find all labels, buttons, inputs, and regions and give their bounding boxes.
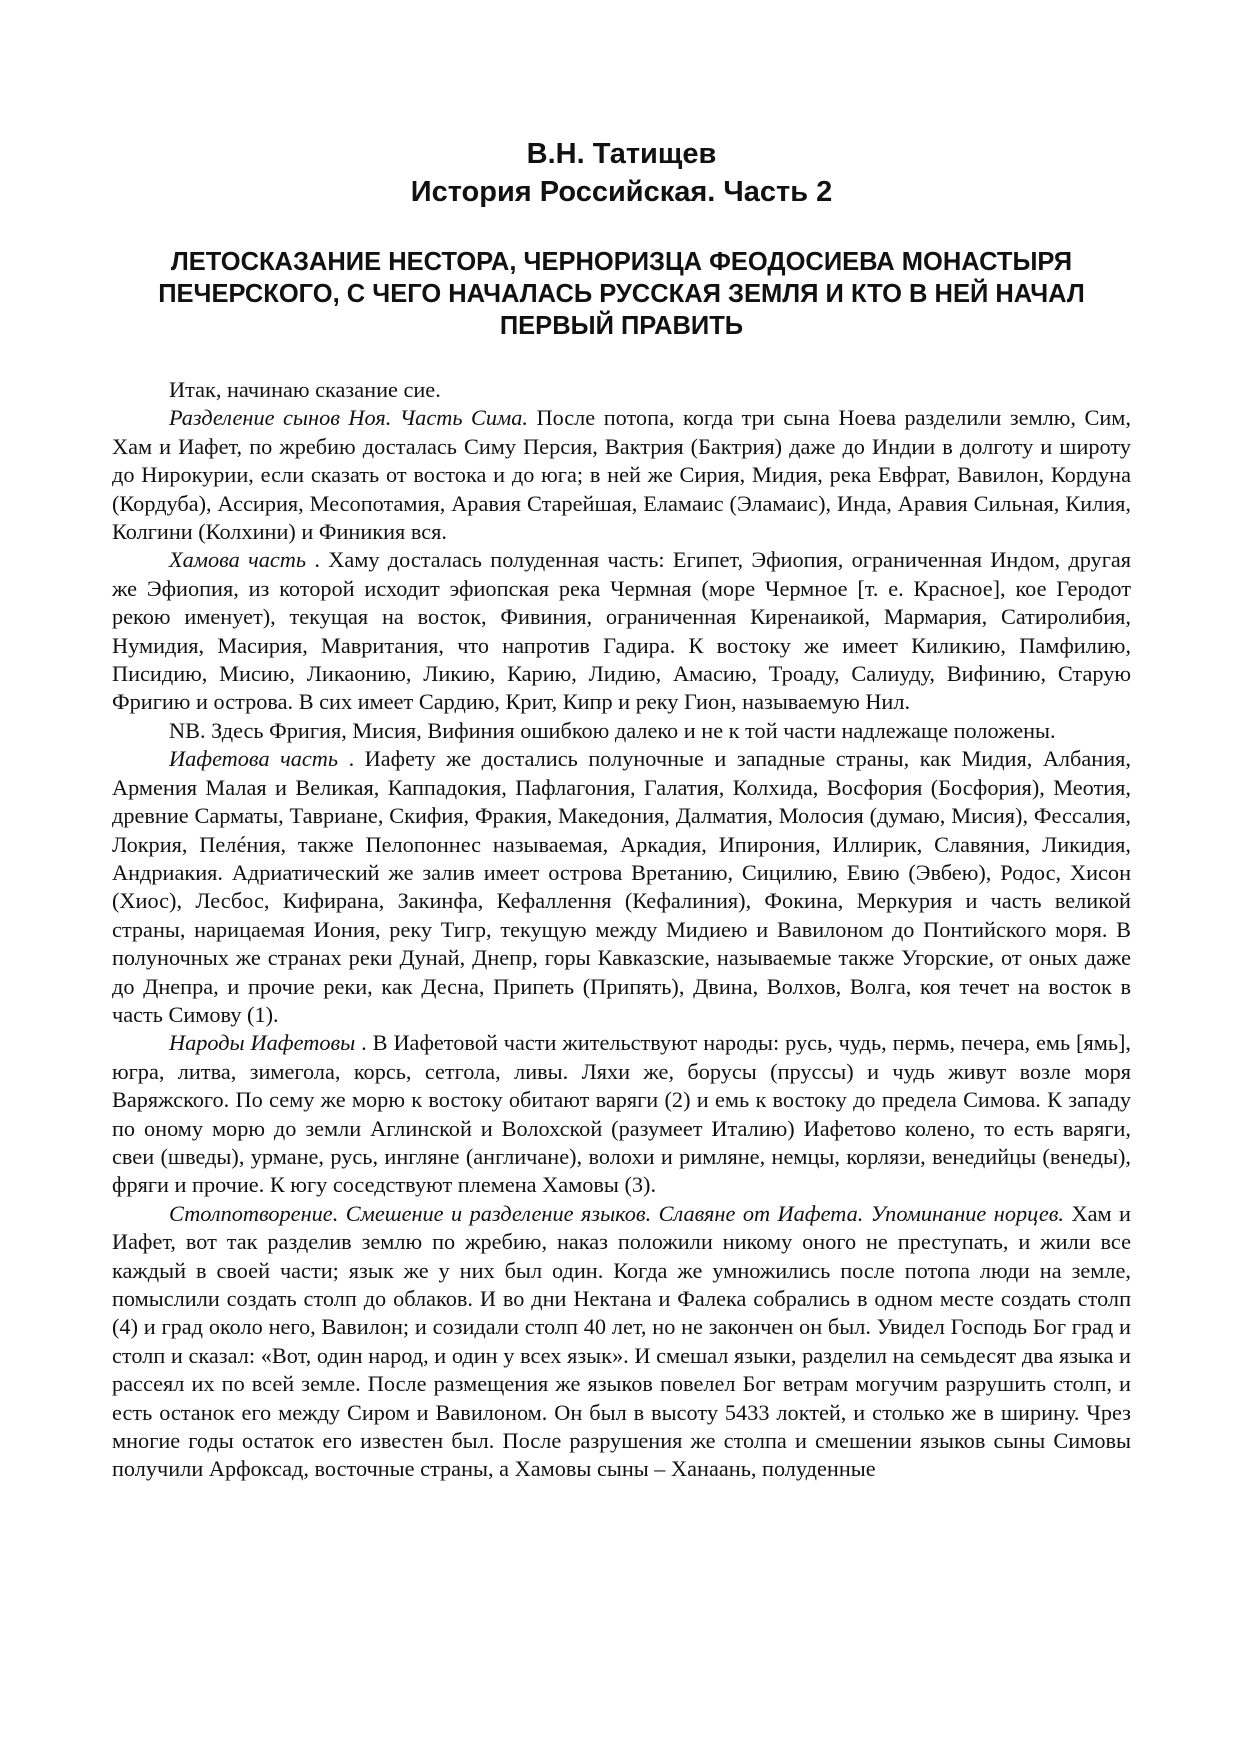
paragraph-text: . В Иафетовой части жительствуют народы: русь, чудь, пермь, печера, емь [ямь], югра, литва, зимегола, корсь, сетгола, ливы. Ляхи же, борусы (пруссы) и чудь живут возле моря Варяжского. По сему же морю к востоку обитают варяги (2) и емь к востоку до предела Симова. К западу по оному морю до земли Аглинской и Волохской (разумеет Италию) Иафетово колено, то есть варяги, свеи (шведы), урмане, русь, ингляне (англичане), волохи и римляне, немцы, корлязи, венедийцы (венеды), фряги и прочие. К югу соседствуют племена Хамовы (3). <box>112 1030 1132 1198</box>
paragraph <box>112 376 1131 404</box>
section-heading: Разделение сынов Ноя. Часть Сима. <box>169 405 528 431</box>
author-name: В.Н. Татищев <box>526 138 717 170</box>
section-heading: Народы Иафетовы <box>169 1030 356 1056</box>
paragraph-text: . Хаму досталась полуденная часть: Египет, Эфиопия, ограниченная Индом, другая же Эфиопия, из которой исходит эфиопская река Чермная (море Чермное [т. е. Красное], кое Геродот рекою именует), текущая на восток, Фивиния, ограниченная Киренаикой, Мармария, Сатиролибия, Нумидия, Масирия, Мавритания, что напротив Гадира. К востоку же имеет Киликию, Памфилию, Писидию, Мисию, Ликаонию, Ликию, Карию, Лидию, Амасию, Троаду, Салиуду, Вифинию, Старую Фригию и острова. В сих имеет Сардию, Крит, Кипр и реку Гион, называемую Нил. <box>112 547 1131 715</box>
paragraph <box>112 1200 1131 1484</box>
section-heading: Иафетова часть <box>169 746 339 772</box>
paragraph <box>112 1029 1131 1199</box>
book-title: История Российская. Часть 2 <box>410 176 833 208</box>
paragraph-text: . Иафету же достались полуночные и западные страны, как Мидия, Албания, Армения Малая и Великая, Каппадокия, Пафлагония, Галатия, Колхида, Восфория (Босфория), Меотия, древние Сарматы, Тавриане, Скифия, Фракия, Македония, Далматия, Молосия (думаю, Мисия), Фессалия, Локрия, Пелéния, также Пелопоннес называемая, Аркадия, Ипирония, Иллирик, Славяния, Ликидия, Андриакия. Адриатический же залив имеет острова Вретанию, Сицилию, Евию (Эвбею), Родос, Хисон (Хиос), Лесбос, Кифирана, Закинфа, Кефаллення (Кефалиния), Фокина, Меркурия и часть великой страны, нарицаемая Иония, реку Тигр, текущую между Мидиею и Вавилоном до Понтийского моря. В полуночных же странах реки Дунай, Днепр, горы Кавказские, называемые также Угорские, от оных даже до Днепра, и прочие реки, как Десна, Припеть (Припять), Двина, Волхов, Волга, коя течет на восток в часть Симову (1). <box>112 746 1131 1027</box>
paragraph-text: Итак, начинаю сказание сие. <box>169 377 441 402</box>
paragraph <box>112 546 1131 716</box>
document-body <box>112 376 1131 1484</box>
section-heading: Хамова часть <box>169 547 307 573</box>
paragraph-text: Хам и Иафет, вот так разделив землю по жребию, наказ положили никому оного не преступать, и жили все каждый в своей части; язык же у них был один. Когда же умножились после потопа люди на земле, помыслили создать столп до облаков. И во дни Нектана и Фалека собрались в одном месте создать столп (4) и град около него, Вавилон; и созидали столп 40 лет, но не закончен он был. Увидел Господь Бог град и столп и сказал: «Вот, один народ, и один у всех язык». И смешал языки, разделил на семьдесят два языка и рассеял их по всей земле. После размещения же языков повелел Бог ветрам могучим разрушить столп, и есть останок его между Сиром и Вавилоном. Он был в высоту 5433 локтей, и столько же в ширину. Чрез многие годы остаток его известен был. После разрушения же столпа и смешении языков сыны Симовы получили Арфоксад, восточные страны, а Хамовы сыны – Ханаань, полуденные <box>112 1200 1131 1482</box>
paragraph-text: После потопа, когда три сына Ноева разделили землю, Сим, Хам и Иафет, по жребию досталась Симу Персия, Вактрия (Бактрия) даже до Индии в долготу и широту до Нирокурии, если сказать от востока и до юга; в ней же Сирия, Мидия, река Евфрат, Вавилон, Кордуна (Кордуба), Ассирия, Месопотамия, Аравия Старейшая, Еламаис (Эламаис), Инда, Аравия Сильная, Килия, Колгини (Колхини) и Финикия вся. <box>112 405 1131 545</box>
paragraph <box>112 717 1131 745</box>
document-page <box>112 136 1131 1484</box>
paragraph <box>112 404 1131 546</box>
chapter-title: ЛЕТОСКАЗАНИЕ НЕСТОРА, ЧЕРНОРИЗЦА ФЕОДОСИЕВА МОНАСТЫРЯ ПЕЧЕРСКОГО, С ЧЕГО НАЧАЛАСЬ РУССКАЯ ЗЕМЛЯ И КТО В НЕЙ НАЧАЛ ПЕРВЫЙ ПРАВИТЬ <box>158 248 1085 340</box>
paragraph <box>112 745 1131 1029</box>
paragraph-text: NB. Здесь Фригия, Мисия, Вифиния ошибкою далеко и не к той части надлежаще положены. <box>169 717 1056 743</box>
section-heading: Столпотворение. Смешение и разделение языков. Славяне от Иафета. Упоминание норцев. <box>169 1200 1064 1226</box>
